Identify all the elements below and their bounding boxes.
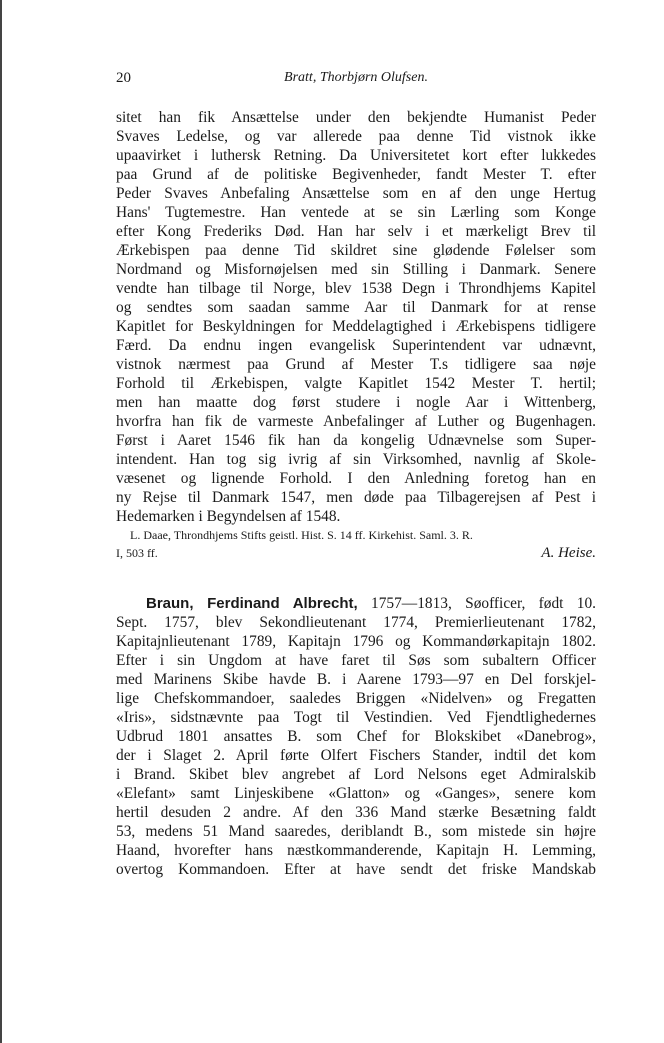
- article-first-line-text: 1757—1813, Søofficer, født 10.: [357, 595, 596, 612]
- text-line: Nordmand og Misfornøjelsen med sin Stilling i Danmark. Senere: [116, 261, 596, 278]
- text-line: hertil desuden 2 andre. Af den 336 Mand stærke Besætning faldt: [116, 804, 596, 821]
- text-line: paa Grund af de politiske Begivenheder, fandt Mester T. efter: [116, 166, 596, 183]
- text-line: Sept. 1757, blev Sekondlieutenant 1774, Premierlieutenant 1782,: [116, 614, 596, 631]
- page-number: 20: [116, 70, 131, 86]
- text-line: ny Rejse til Danmark 1547, men døde paa Tilbagerejsen af Pest i: [116, 489, 596, 506]
- text-line: Haand, hvorefter hans næstkommanderende, Kapitajn H. Lemming,: [116, 842, 596, 859]
- text-line: hvorfra han fik de varmeste Anbefalinger af Luther og Bugenhagen.: [116, 413, 596, 430]
- text-line: Færd. Da endnu ingen evangelisk Superintendent var udnævnt,: [116, 337, 596, 354]
- text-line: Svaves Ledelse, og var allerede paa denne Tid vistnok ikke: [116, 128, 596, 145]
- text-line: Kapitajnlieutenant 1789, Kapitajn 1796 og Kommandørkapitajn 1802.: [116, 633, 596, 650]
- text-line: «Elefant» samt Linjeskibene «Glatton» og «Ganges», senere kom: [116, 785, 596, 802]
- article-headword: Braun, Ferdinand Albrecht,: [146, 595, 358, 612]
- text-line: sitet han fik Ansættelse under den bekjendte Humanist Peder: [116, 109, 596, 126]
- text-line: Kapitlet for Beskyldningen for Meddelagtighed i Ærkebispens tidligere: [116, 318, 596, 335]
- text-line: vistnok nærmest paa Grund af Mester T.s tidligere saa nøje: [116, 356, 596, 373]
- text-line: med Marinens Skibe havde B. i Aarene 1793—97 en Del forskjel-: [116, 671, 596, 688]
- page-edge-line: [0, 0, 2, 1043]
- text-line: vendte han tilbage til Norge, blev 1538 Degn i Throndhjems Kapitel: [116, 280, 596, 297]
- text-line: Ærkebispen paa denne Tid skildret sine glødende Følelser som: [116, 242, 596, 259]
- text-line: og sendtes som saadan samme Aar til Danmark for at rense: [116, 299, 596, 316]
- text-line: «Iris», sidstnævnte paa Togt til Vestindien. Ved Fjendtlighedernes: [116, 709, 596, 726]
- article-bratt-paragraph: [116, 108, 596, 526]
- text-line: men han maatte dog først studere i nogle Aar i Wittenberg,: [116, 394, 596, 411]
- text-line: overtog Kommandoen. Efter at have sendt det friske Mandskab: [116, 861, 596, 878]
- text-line: intendent. Han tog sig ivrig af sin Virksomhed, navnlig af Skole-: [116, 451, 596, 468]
- text-line: Hans' Tugtemestre. Han ventede at se sin Lærling som Konge: [116, 204, 596, 221]
- text-line: i Brand. Skibet blev angrebet af Lord Nelsons eget Admiralskib: [116, 766, 596, 783]
- reference-row: [116, 544, 596, 562]
- article-first-line: [116, 594, 596, 613]
- text-line: Forhold til Ærkebispen, valgte Kapitlet 1542 Mester T. hertil;: [116, 375, 596, 392]
- reference-line: L. Daae, Throndhjems Stifts geistl. Hist. S. 14 ff. Kirkehist. Saml. 3. R.: [130, 528, 473, 542]
- text-line: der i Slaget 2. April førte Olfert Fischers Stander, indtil det kom: [116, 747, 596, 764]
- text-line: efter Kong Frederiks Død. Han har selv i et mærkeligt Brev til: [116, 223, 596, 240]
- page-header: [116, 70, 596, 90]
- text-line: Udbrud 1801 ansattes B. som Chef for Blokskibet «Danebrog»,: [116, 728, 596, 745]
- reference-line: I, 503 ff.: [116, 546, 158, 560]
- text-line: upaavirket i luthersk Retning. Da Universitetet kort efter lukkedes: [116, 147, 596, 164]
- text-line: Peder Svaves Anbefaling Ansættelse som en af den unge Hertug: [116, 185, 596, 202]
- text-line: Først i Aaret 1546 fik han da kongelig Udnævnelse som Super-: [116, 432, 596, 449]
- running-head: Bratt, Thorbjørn Olufsen.: [284, 70, 428, 85]
- text-line: væsenet og lignende Forhold. I den Anledning foretog han en: [116, 470, 596, 487]
- article-braun-paragraph: [116, 594, 596, 879]
- text-line: 53, medens 51 Mand saaredes, deriblandt B., som mistede sin højre: [116, 823, 596, 840]
- article-separator: [116, 562, 596, 594]
- text-line: Efter i sin Ungdom at have faret til Søs som subaltern Officer: [116, 652, 596, 669]
- text-line: lige Chefskommandoer, saaledes Briggen «Nidelven» og Fregatten: [116, 690, 596, 707]
- text-line: Hedemarken i Begyndelsen af 1548.: [116, 508, 341, 525]
- author-signature: A. Heise.: [541, 545, 596, 561]
- references: [116, 526, 596, 562]
- page-body: [116, 108, 596, 879]
